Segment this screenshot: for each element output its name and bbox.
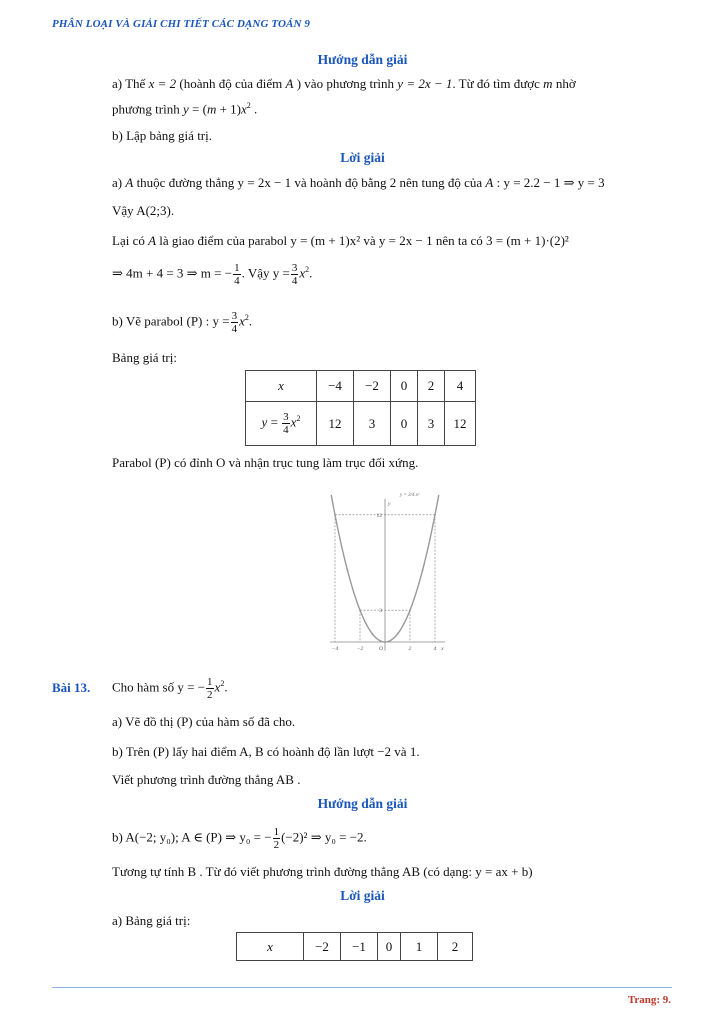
table-cell: 12 bbox=[445, 402, 476, 446]
solution-heading-13: Lời giải bbox=[340, 888, 385, 903]
table-cell: −2 bbox=[354, 371, 391, 402]
value-table bbox=[245, 370, 476, 446]
hint-b: b) Lập bảng giá trị. bbox=[112, 128, 212, 143]
table-header-x: x bbox=[246, 371, 317, 402]
solution-13-a: a) Bảng giá trị: bbox=[112, 913, 191, 928]
table-cell: 0 bbox=[378, 933, 401, 961]
table-cell: 12 bbox=[317, 402, 354, 446]
x-tick-label: −2 bbox=[356, 646, 364, 652]
data-point bbox=[384, 641, 386, 643]
sol-a-line1: a) A thuộc đường thẳng y = 2x − 1 và hoành độ bằng 2 nên tung độ của A : y = 2.2 − 1 ⇒ y = 3 bbox=[112, 175, 605, 190]
hint-a-line1: a) Thế x = 2 (hoành độ của điểm A ) vào phương trình y = 2x − 1. Từ đó tìm được m nhờ bbox=[112, 76, 576, 91]
fraction: $\frac{1}{2}$ bbox=[207, 676, 213, 701]
parabol-description: Parabol (P) có đỉnh O và nhận trục tung làm trục đối xứng. bbox=[112, 455, 419, 470]
problem-13-b: b) Trên (P) lấy hai điểm A, B có hoành độ lần lượt −2 và 1. bbox=[112, 744, 420, 759]
data-point bbox=[434, 514, 436, 516]
y-axis-label: y bbox=[388, 500, 391, 507]
fraction: $\frac{3}{4}$ bbox=[231, 310, 238, 335]
page-number: Trang: 9. bbox=[627, 994, 671, 1006]
hint-heading-13: Hướng dẫn giải bbox=[317, 796, 408, 811]
fraction: $\frac{1}{2}$ bbox=[273, 826, 280, 851]
table-cell: 3 bbox=[418, 402, 445, 446]
x-tick-label: x bbox=[441, 646, 444, 652]
solution-heading: Lời giải bbox=[340, 150, 385, 165]
data-point bbox=[359, 609, 361, 611]
footer-divider bbox=[52, 987, 672, 988]
problem-13-statement: Cho hàm số y = − $\frac{1}{2}$ $x^2$. bbox=[112, 676, 228, 701]
hint-13-c: Tương tự tính B . Từ đó viết phương trình đường thẳng AB (có dạng: y = ax + b) bbox=[112, 864, 533, 879]
problem-13-label: Bài 13. bbox=[52, 680, 91, 695]
page-header: PHÂN LOẠI VÀ GIẢI CHI TIẾT CÁC DẠNG TOÁN 9 bbox=[52, 18, 310, 30]
hint-heading: Hướng dẫn giải bbox=[317, 52, 408, 67]
parabola-graph bbox=[330, 480, 460, 660]
x-tick-label: O bbox=[379, 646, 383, 652]
sol-a-line3: Lại có A là giao điểm của parabol y = (m + 1)x² và y = 2x − 1 nên ta có 3 = (m + 1)·(2)² bbox=[112, 233, 569, 248]
table-cell: −1 bbox=[341, 933, 378, 961]
table-cell: 0 bbox=[391, 402, 418, 446]
fraction: $\frac{3}{4}$ bbox=[291, 262, 298, 287]
problem-13-a: a) Vẽ đồ thị (P) của hàm số đã cho. bbox=[112, 714, 296, 729]
sol-a-line2: Vậy A(2;3). bbox=[112, 203, 175, 218]
table-header-y: y = $\frac{3}{4}$ $x^2$ bbox=[246, 402, 317, 446]
data-point bbox=[334, 514, 336, 516]
data-point bbox=[347, 570, 349, 572]
table-cell: 3 bbox=[354, 402, 391, 446]
data-point bbox=[372, 633, 374, 635]
legend-label: y = 3/4 x² bbox=[400, 493, 420, 498]
table-header-x: x bbox=[237, 933, 304, 961]
table-cell: −4 bbox=[317, 371, 354, 402]
x-tick-label: 4 bbox=[433, 646, 437, 652]
table-cell: 2 bbox=[438, 933, 473, 961]
table-cell: 4 bbox=[445, 371, 476, 402]
sol-b: b) Vẽ parabol (P) : y = $\frac{3}{4}$ $x^2$. bbox=[112, 310, 253, 335]
table-cell: 0 bbox=[391, 371, 418, 402]
y-tick-label: 3 bbox=[379, 608, 382, 615]
hint-a-line2: phương trình $y = (m + 1)x^2$ . bbox=[112, 101, 258, 117]
x-tick-label: −4 bbox=[331, 646, 339, 652]
x-tick-label: 2 bbox=[408, 646, 412, 652]
value-table-13 bbox=[236, 932, 473, 961]
hint-13-b: b) A(−2; y₀); A ∈ (P) ⇒ y₀ = − $\frac{1}{2}$ (−2)² ⇒ y₀ = −2. bbox=[112, 826, 367, 851]
fraction: $\frac{1}{4}$ bbox=[234, 262, 240, 287]
data-point bbox=[422, 570, 424, 572]
sol-a-line4: ⇒ 4m + 4 = 3 ⇒ m = − $\frac{1}{4}$ . Vậy y = $\frac{3}{4}$ $x^2$. bbox=[112, 262, 313, 287]
table-cell: −2 bbox=[304, 933, 341, 961]
table-caption: Bảng giá trị: bbox=[112, 350, 177, 365]
table-cell: 1 bbox=[401, 933, 438, 961]
y-tick-label: 12 bbox=[376, 512, 382, 519]
table-cell: 2 bbox=[418, 371, 445, 402]
problem-13-c: Viết phương trình đường thẳng AB . bbox=[112, 772, 301, 787]
data-point bbox=[409, 609, 411, 611]
data-point bbox=[397, 633, 399, 635]
